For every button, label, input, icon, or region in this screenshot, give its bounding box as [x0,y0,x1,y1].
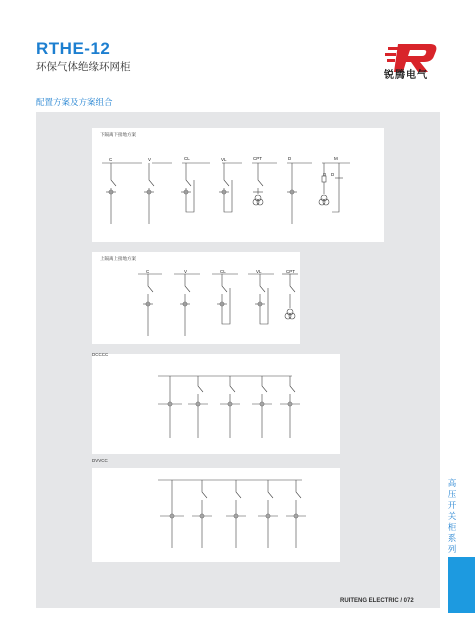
column-label-d: D [288,156,292,161]
diagram-lower-isolation [92,128,384,242]
column-label-vl: VL [256,269,262,274]
column-label-cpt: CPT [286,269,295,274]
single-line-diagram-2 [92,252,300,344]
m-sublabel: D [323,172,327,177]
page-subtitle: 环保气体绝缘环网柜 [36,61,131,73]
m-sublabel: D [331,172,335,177]
diagram-label: 上隔离上接地方案 [100,256,136,261]
logo-text: 锐腾电气 [384,70,428,81]
single-line-diagram-3 [92,354,340,454]
diagram-dcccc [92,354,340,454]
column-label-v: V [148,157,152,162]
column-label-m: M [334,156,338,161]
diagram-panel [36,112,440,608]
side-category-text: 高压开关柜系列 [447,478,457,554]
single-line-diagram-4 [92,468,340,562]
diagram-label: DCCCC [92,352,109,357]
diagram-dvvcc [92,458,340,562]
footer-page-label: RUITENG ELECTRIC / 072 [340,598,414,604]
column-label-vl: VL [221,157,227,162]
side-accent-bar [448,557,475,613]
page-title: RTHE-12 [36,39,111,58]
single-line-diagram-1 [92,128,384,242]
column-label-cl: CL [184,156,190,161]
column-label-cpt: CPT [253,156,262,161]
column-label-c: C [109,157,113,162]
column-label-cl: CL [220,269,226,274]
column-label-v: V [184,269,188,274]
diagram-upper-isolation [92,252,300,344]
diagram-label: 下隔离下接地方案 [100,132,136,137]
section-title: 配置方案及方案组合 [36,97,113,107]
diagram-label: DVVCC [92,458,108,463]
column-label-c: C [146,269,150,274]
